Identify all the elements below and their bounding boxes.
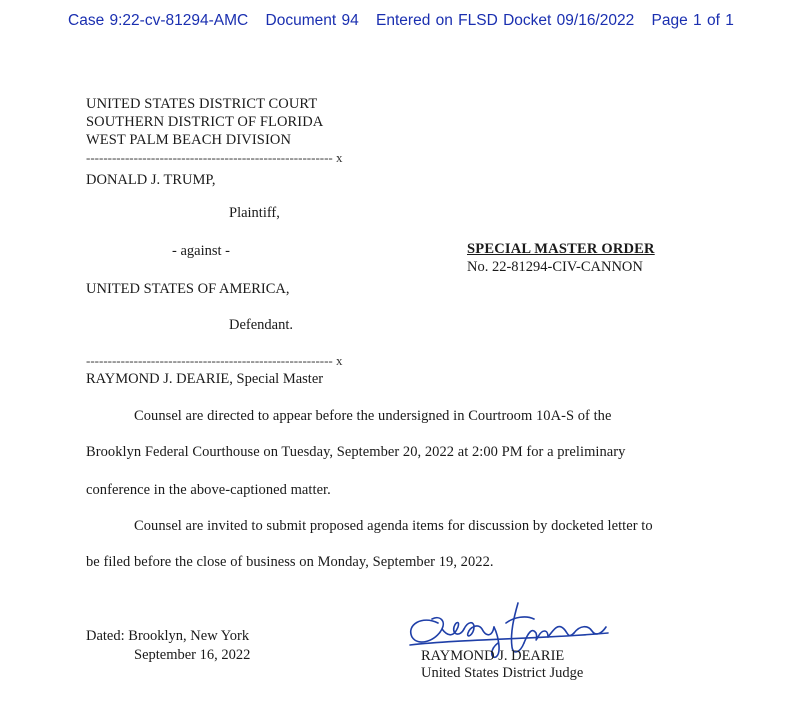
caption-divider-bottom: --------------------------------------------------------- x [86, 353, 343, 368]
plaintiff-name: DONALD J. TRUMP, [86, 172, 216, 188]
court-heading [86, 95, 323, 149]
docket-header [68, 12, 746, 30]
defendant-name: UNITED STATES OF AMERICA, [86, 281, 290, 297]
court-line-1: UNITED STATES DISTRICT COURT [86, 96, 318, 112]
paragraph-2-line-2: be filed before the close of business on Monday, September 19, 2022. [86, 554, 494, 570]
case-number: Case 9:22-cv-81294-AMC [68, 12, 249, 29]
dated-line-2: September 16, 2022 [134, 647, 251, 663]
defendant-role: Defendant. [229, 317, 294, 333]
dated-line-1: Dated: Brooklyn, New York [86, 628, 250, 644]
page-indicator: Page 1 of 1 [651, 12, 734, 29]
paragraph-1-line-3: conference in the above-captioned matter. [86, 482, 331, 498]
signatory-title: United States District Judge [421, 665, 584, 681]
special-master-line: RAYMOND J. DEARIE, Special Master [86, 371, 324, 387]
plaintiff-role: Plaintiff, [229, 205, 280, 221]
court-line-2: SOUTHERN DISTRICT OF FLORIDA [86, 114, 324, 130]
paragraph-1-line-2: Brooklyn Federal Courthouse on Tuesday, September 20, 2022 at 2:00 PM for a preliminary [86, 444, 626, 460]
paragraph-2-line-1: Counsel are invited to submit proposed agenda items for discussion by docketed letter to [134, 518, 653, 534]
caption-divider-top: --------------------------------------------------------- x [86, 150, 343, 165]
order-number: No. 22-81294-CIV-CANNON [467, 259, 643, 275]
signatory-name: RAYMOND J. DEARIE [421, 648, 565, 664]
against-label: - against - [172, 243, 230, 259]
court-line-3: WEST PALM BEACH DIVISION [86, 132, 292, 148]
paragraph-1-line-1: Counsel are directed to appear before the undersigned in Courtroom 10A-S of the [134, 408, 612, 424]
order-title: SPECIAL MASTER ORDER [467, 241, 655, 257]
docket-entry: Entered on FLSD Docket 09/16/2022 [376, 12, 635, 29]
document-number: Document 94 [265, 12, 359, 29]
